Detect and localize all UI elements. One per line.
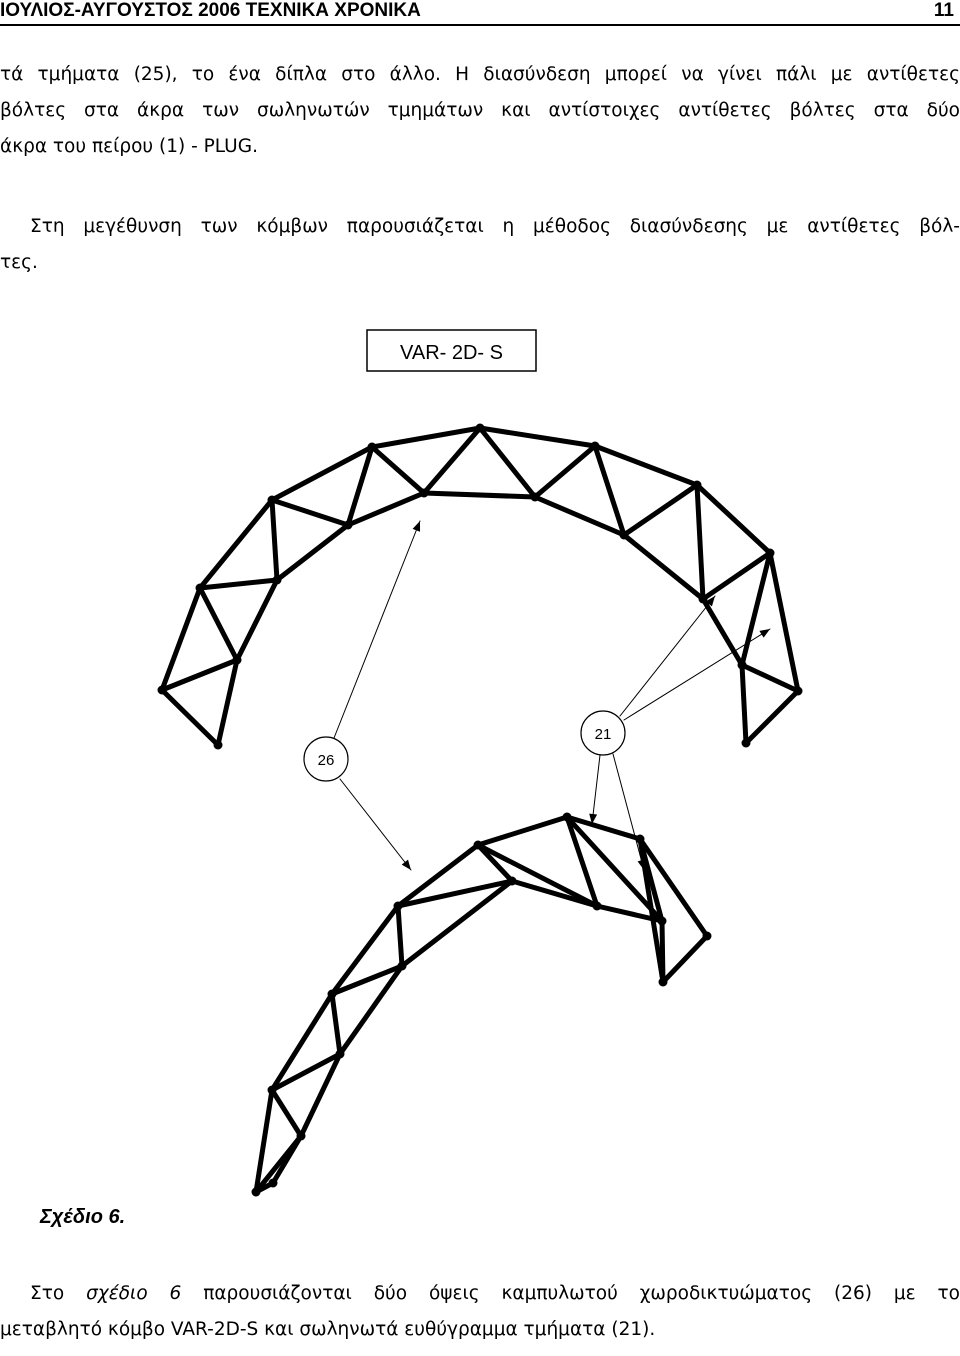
upper-web-member [200, 580, 277, 588]
upper-web-member [372, 447, 424, 493]
upper-bottom-chord [348, 493, 424, 525]
upper-node [233, 656, 242, 665]
upper-bottom-chord [624, 535, 703, 599]
upper-top-chord [595, 446, 697, 485]
node-type-label: VAR- 2D- S [400, 342, 503, 364]
lower-node [474, 841, 483, 850]
callout-label-21: 21 [594, 726, 612, 743]
upper-node [620, 531, 629, 540]
lower-web-member [663, 936, 707, 982]
upper-top-chord [770, 553, 798, 691]
paragraph-3-line-1-b: παρουσιάζονται δύο όψεις καμπυλωτού χωροδικτυώματος (26) με το [181, 1283, 960, 1304]
lower-top-chord [478, 817, 567, 845]
lower-web-member [272, 1090, 301, 1136]
lower-node [703, 932, 712, 941]
lower-node [398, 962, 407, 971]
leader-26-to-upper [334, 521, 420, 738]
upper-arch-frame [158, 424, 803, 750]
upper-web-member [480, 428, 535, 497]
upper-web-member [200, 588, 237, 660]
upper-node [476, 424, 485, 433]
upper-web-member [535, 446, 595, 497]
upper-bottom-chord [742, 665, 746, 743]
lower-node [394, 902, 403, 911]
upper-node [214, 741, 223, 750]
upper-web-member [742, 665, 798, 691]
lower-node [658, 917, 667, 926]
upper-bottom-chord [237, 580, 277, 660]
leader-21-to-upper-b-arrowhead [759, 629, 770, 638]
leader-lines [334, 521, 770, 870]
lower-node [268, 1086, 277, 1095]
leader-21-to-upper-a [620, 596, 715, 716]
lower-node [563, 813, 572, 822]
upper-bottom-chord [424, 493, 535, 497]
upper-bottom-chord [277, 525, 348, 580]
upper-node [344, 521, 353, 530]
leader-21-to-lower-b [613, 754, 644, 870]
page-number: 11 [933, 0, 954, 21]
upper-node [591, 442, 600, 451]
upper-web-member [595, 446, 624, 535]
leader-21-to-upper-b [624, 629, 770, 720]
leader-21-to-lower-b-arrowhead [638, 859, 646, 870]
paragraph-3-line-2: μεταβλητό κόμβο VAR-2D-S και σωληνωτά ευθύγραμμα τμήματα (21). [0, 1319, 656, 1340]
paragraph-1-line-2: βόλτες στα άκρα των σωληνωτών τμημάτων και αντίστοιχες αντίθετες βόλτες στα δύο [0, 100, 960, 121]
paragraph-1-line-1: τά τμήματα (25), το ένα δίπλα στο άλλο. Η διασύνδεση μπορεί να γίνει πάλι με αντίθετες [0, 64, 960, 85]
lower-node [297, 1132, 306, 1141]
upper-top-chord [200, 500, 272, 588]
upper-node [766, 549, 775, 558]
paragraph-2-line-2: τες. [0, 252, 38, 273]
upper-node [738, 661, 747, 670]
paragraph-3-line-1 [0, 1276, 960, 1312]
journal-title: ΙΟΥΛΙΟΣ-ΑΥΓΟΥΣΤΟΣ 2006 ΤΕΧΝΙΚΑ ΧΡΟΝΙΚΑ [0, 0, 421, 21]
lower-node [508, 877, 517, 886]
lower-arch-frame [252, 813, 712, 1197]
upper-node [794, 687, 803, 696]
upper-web-member [162, 690, 218, 745]
upper-bottom-chord [218, 660, 237, 745]
upper-node [693, 481, 702, 490]
upper-bottom-chord [535, 497, 624, 535]
leader-21-to-lower-a [592, 755, 600, 824]
upper-web-member [624, 485, 697, 535]
paragraph-3-figure-ref: σχέδιο 6 [86, 1283, 182, 1304]
paragraph-2-line-1-text: Στη μεγέθυνση των κόμβων παρουσιάζεται η μέθοδος διασύνδεσης με αντίθετες βόλ- [30, 216, 960, 237]
upper-top-chord [697, 485, 770, 553]
upper-node [531, 493, 540, 502]
upper-node [268, 496, 277, 505]
upper-node [158, 686, 167, 695]
lower-web-member [332, 994, 340, 1054]
lower-node [252, 1188, 261, 1197]
lower-node [593, 902, 602, 911]
upper-web-member [272, 500, 277, 580]
upper-node [742, 739, 751, 748]
paragraph-1-line-3: άκρα του πείρου (1) - PLUG. [0, 136, 258, 157]
lower-node [328, 990, 337, 999]
upper-web-member [272, 500, 348, 525]
lower-node [269, 1179, 278, 1188]
upper-web-member [746, 691, 798, 743]
paragraph-3-line-1-a: Στο [30, 1283, 87, 1304]
lower-node [336, 1050, 345, 1059]
upper-node [699, 595, 708, 604]
leader-26-to-lower-arrowhead [402, 860, 411, 870]
figure-caption: Σχέδιο 6. [40, 1206, 126, 1228]
upper-node [196, 584, 205, 593]
paragraph-3 [0, 1276, 960, 1348]
callout-label-26: 26 [317, 752, 335, 769]
upper-top-chord [480, 428, 595, 446]
upper-bottom-chord [703, 599, 742, 665]
lower-node [659, 978, 668, 987]
upper-node [273, 576, 282, 585]
upper-node [368, 443, 377, 452]
leader-26-to-lower [340, 779, 411, 870]
upper-node [420, 489, 429, 498]
upper-web-member [697, 485, 703, 599]
lower-web-member [398, 906, 402, 966]
leader-26-to-upper-arrowhead [413, 521, 420, 532]
